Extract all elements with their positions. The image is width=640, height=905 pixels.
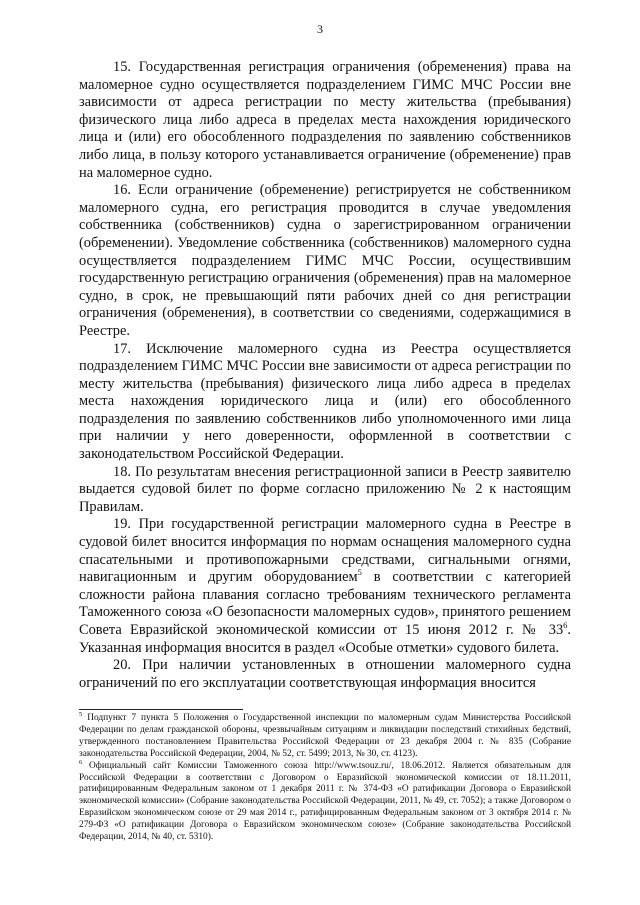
footnotes <box>79 710 571 844</box>
paragraph-15: 15. Государственная регистрация ограничения (обременения) права на маломерное судно осуществляется подразделением ГИМС МЧС России вне зависимости от адреса регистрации по месту жительства (пребывания) физического лица либо адреса в пределах места нахождения юридического лица и (или) его обособленного подразделения по заявлению собственников либо лица, в пользу которого устанавливается ограничение (обременение) прав на маломерное судно. <box>79 59 571 181</box>
paragraph-19 <box>79 516 571 657</box>
paragraph-19-text-part3: . Указанная информация вносится в раздел «Особые отметки» судового билета. <box>79 622 571 656</box>
footnote-5-text: Подпункт 7 пункта 5 Положения о Государственной инспекции по маломерным судам Министерства Российской Федерации по делам гражданской обороны, чрезвычайным ситуациям и ликвидации последствий стихийных бедствий, утвержденного постановлением Правительства Российской Федерации от 23 декабря 2004 г. № 835 (Собрание законодательства Российской Федерации, 2004, № 52, ст. 5499; 2013, № 30, ст. 4123). <box>79 713 571 759</box>
footnote-number-6: 6 <box>79 758 83 766</box>
paragraph-19-text-part2: в соответствии с категорией сложности района плавания согласно требованиям технического регламента Таможенного союза «О безопасности маломерных судов», принятого решением Совета Евразийской экономической комиссии от 15 июня 2012 г. № 33 <box>79 569 571 638</box>
paragraph-17: 17. Исключение маломерного судна из Реестра осуществляется подразделением ГИМС МЧС России вне зависимости от адреса регистрации по месту жительства (пребывания) физического лица либо адреса в пределах места нахождения юридического лица и (или) его обособленного подразделения по заявлению собственников либо уполномоченного ими лица при наличии у него доверенности, оформленной в соответствии с законодательством Российской Федерации. <box>79 340 571 463</box>
footnote-reference-6: 6 <box>563 620 568 631</box>
document-body <box>79 59 571 692</box>
paragraph-16: 16. Если ограничение (обременение) регистрируется не собственником маломерного судна, его регистрация проводится в случае уведомления собственника (собственников) судна о зарегистрированном ограничении (обременении). Уведомление собственника (собственников) маломерного судна осуществляется подразделением ГИМС МЧС России, осуществившим государственную регистрацию ограничения (обременения) прав на маломерное судно, в срок, не превышающий пяти рабочих дней со дня регистрации ограничения (обременения), в соответствии со сведениями, содержащимися в Реестре. <box>79 182 571 339</box>
footnote-6-text: Официальный сайт Комиссии Таможенного союза http://www.tsouz.ru/, 18.06.2012. Является обязательным для Российской Федерации в соответствии с Договором о Евразийской экономической комиссии от 18.11.2011, ратифицированным Федеральным законом от 1 декабря 2011 г. № 374-ФЗ «О ратификации Договора о Евразийской экономической комиссии» (Собрание законодательства Российской Федерации, 2011, № 49, ст. 7052); а также Договором о Евразийском экономическом союзе от 29 мая 2014 г., ратифицированным Федеральным законом от 3 октября 2014 г. № 279-ФЗ «О ратификации Договора о Евразийском экономическом союзе» (Собрание законодательства Российской Федерации, 2014, № 40, ст. 5310). <box>79 760 571 843</box>
footnote-6 <box>79 758 571 844</box>
page-number: 3 <box>317 22 323 36</box>
paragraph-19-text-part1: 19. При государственной регистрации маломерного судна в Реестре в судовой билет вносится информация по нормам оснащения маломерного судна спасательными и противопожарными средствами, сигнальными огнями, навигационным и другим оборудованием <box>79 516 571 586</box>
footnote-number-5: 5 <box>79 710 83 718</box>
paragraph-20: 20. При наличии установленных в отношении маломерного судна ограничений по его эксплуатации соответствующая информация вносится <box>79 657 571 691</box>
footnote-reference-5: 5 <box>357 567 362 578</box>
footnote-separator <box>79 709 243 710</box>
footnote-5 <box>79 710 571 761</box>
paragraph-18: 18. По результатам внесения регистрационной записи в Реестр заявителю выдается судовой билет по форме согласно приложению № 2 к настоящим Правилам. <box>79 463 571 515</box>
